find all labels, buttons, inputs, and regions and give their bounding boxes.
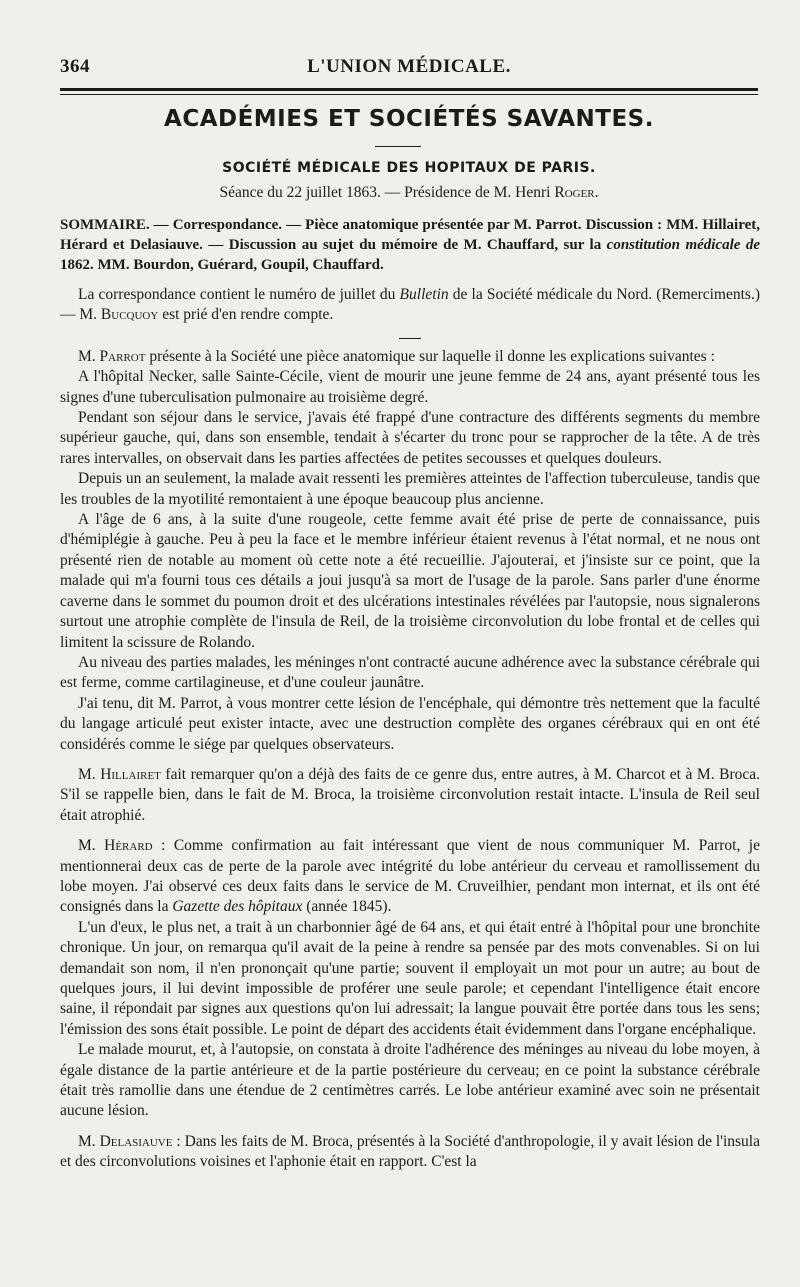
text-run: : Comme confirmation au fait intéressant que vient de nous communiquer M. Parrot, je mentionnerai deux cas de perte de la parole avec intégrité du lobe antérieur du cerveau et ramollissement du lobe moyen. J'ai observé ces deux faits dans le service de M. Cruveilhier, pendant mon internat, et ils ont été consignés dans la: [60, 837, 760, 916]
speaker-name: Hérard: [104, 837, 153, 855]
text-run: (année 1845).: [302, 898, 392, 916]
text-run: La correspondance contient le numéro de juillet du: [78, 286, 400, 303]
text-run: fait remarquer qu'on a déjà des faits de ce genre dus, entre autres, à M. Charcot et à M. Broca. S'il se rappelle bien, dans le fait de M. Broca, la troisième circonvolution restait intacte. L'insula de Reil seul était atrophié.: [60, 765, 760, 824]
text-run: présente à la Société une pièce anatomique sur laquelle il donne les explications suivantes :: [145, 347, 715, 365]
paragraph: Depuis un an seulement, la malade avait ressenti les premières atteintes de l'affection tuberculeuse, tandis que les troubles de la myotilité remontaient à une époque beaucoup plus ancienne.: [60, 470, 760, 508]
text-italic: Gazette des hôpitaux: [172, 898, 303, 916]
speaker-name: Hillairet: [100, 765, 161, 783]
session-president: Roger: [554, 184, 595, 201]
text-italic: Bulletin: [399, 286, 449, 303]
paragraph-hillairet: [60, 765, 760, 826]
paragraph: Au niveau des parties malades, les méninges n'ont contracté aucune adhérence avec la substance cérébrale qui est ferme, comme cartilagineuse, et d'une couleur jaunâtre.: [60, 653, 760, 692]
article-body: [60, 285, 760, 1173]
summary-label: SOMMAIRE.: [60, 217, 150, 233]
paragraph: L'un d'eux, le plus net, a trait à un charbonnier âgé de 64 ans, et qui était entré à l'hôpital pour une bronchite chronique. Un jour, on remarqua qu'il avait de la peine à rendre sa pensée par des mots convenables. Si on lui demandait son nom, il n'en prononçait qu'une partie; souvent il employait un mot pour un autre; au bout de quelques jours, il lui devint impossible de proférer une seule parole; et cependant l'intelligence était encore saine, il répondait par signes aux questions qu'on lui adressait; la langue pouvait être portée dans tous les sens; l'émission des sons était possible. Le point de départ des accidents était évidemment dans l'organe encéphalique.: [60, 918, 760, 1038]
journal-title: L'UNION MÉDICALE.: [307, 56, 511, 77]
speaker-name: Delasiauve: [99, 1132, 173, 1150]
text-run: M.: [78, 837, 105, 855]
society-title: SOCIÉTÉ MÉDICALE DES HOPITAUX DE PARIS.: [222, 160, 596, 176]
summary-text-2: 1862. MM. Bourdon, Guérard, Goupil, Chauffard.: [60, 257, 384, 273]
summary-text-1: — Correspondance. — Pièce anatomique présentée par M. Parrot. Discussion : MM. Hillairet, Hérard et Delasiauve. — Discussion au sujet du mémoire de M. Chauffard, sur la: [60, 217, 760, 253]
text-run: M.: [78, 765, 101, 783]
running-head: [60, 56, 758, 82]
paragraph: A l'âge de 6 ans, à la suite d'une rougeole, cette femme avait été prise de perte de connaissance, puis d'hémiplégie à gauche. Peu à peu la face et le membre inférieur étaient revenus à l'état normal, et ne nous ont présenté rien de notable au moment où cette note a été recueillie. J'ajouterai, et j'insiste sur ce point, que la malade qui m'a fourni tous ces détails a joui jusqu'à sa mort de l'usage de la parole. Sans parler d'une énorme caverne dans le sommet du poumon droit et des ulcérations intestinales révélées par l'autopsie, nous signalerons surtout une atrophie complète de l'insula de Reil, de la troisième circonvolution du lobe frontal et de celles qui limitent la scissure de Rolando.: [60, 511, 760, 651]
section-divider: [375, 146, 421, 147]
text-run: M.: [78, 1132, 100, 1150]
session-suffix: .: [594, 184, 599, 201]
paragraph: A l'hôpital Necker, salle Sainte-Cécile, vient de mourir une jeune femme de 24 ans, ayant présenté tous les signes d'une tuberculisation pulmonaire au troisième degré.: [60, 368, 760, 406]
paragraph-herard: [60, 836, 760, 918]
header-rule-thin: [60, 94, 758, 95]
speaker-name: Parrot: [99, 347, 146, 365]
session-prefix: Séance du 22 juillet 1863. — Présidence de M. Henri: [219, 184, 555, 201]
paragraph-correspondence: [60, 285, 760, 326]
header-rule: [60, 88, 758, 91]
summary: [60, 215, 760, 275]
paragraph-parrot-intro: [60, 347, 760, 367]
section-title: ACADÉMIES ET SOCIÉTÉS SAVANTES.: [164, 106, 654, 132]
session-line: [60, 184, 758, 202]
speaker-name: Bucquoy: [100, 306, 159, 324]
text-run: M.: [78, 347, 100, 365]
text-run: de la Société médicale du Nord. (Remerciments.) — M.: [60, 286, 760, 324]
paragraph: Pendant son séjour dans le service, j'avais été frappé d'une contracture des différents segments du membre supérieur gauche, qui, dans son ensemble, tendait à s'écarter du tronc pour se rapprocher de la tête. A de très rares intervalles, on observait dans les parties affectées de petites secousses et quelques douleurs.: [60, 409, 760, 467]
summary-italic: constitution médicale de: [606, 237, 761, 253]
paragraph: Le malade mourut, et, à l'autopsie, on constata à droite l'adhérence des méninges au niveau du lobe moyen, à égale distance de la partie antérieure et de la partie postérieure du cerveau; en ce point la substance cérébrale était très ramollie dans une étendue de 2 centimètres carrés. Le lobe antérieur examiné avec soin ne présentait aucune lésion.: [60, 1041, 760, 1120]
page-number: 364: [60, 56, 90, 77]
text-run: est prié d'en rendre compte.: [158, 306, 334, 324]
paragraph: J'ai tenu, dit M. Parrot, à vous montrer cette lésion de l'encéphale, qui démontre très nettement que la faculté du langage articulé peut exister intacte, avec une destruction complète des organes cérébraux qui en ont été considérés comme le siége par quelques observateurs.: [60, 694, 760, 753]
text-run: : Dans les faits de M. Broca, présentés à la Société d'anthropologie, il y avait lésion de l'insula et des circonvolutions voisines et l'aphonie était en rapport. C'est la: [60, 1132, 760, 1171]
paragraph-divider: [399, 338, 421, 339]
paragraph-delasiauve: [60, 1132, 760, 1173]
